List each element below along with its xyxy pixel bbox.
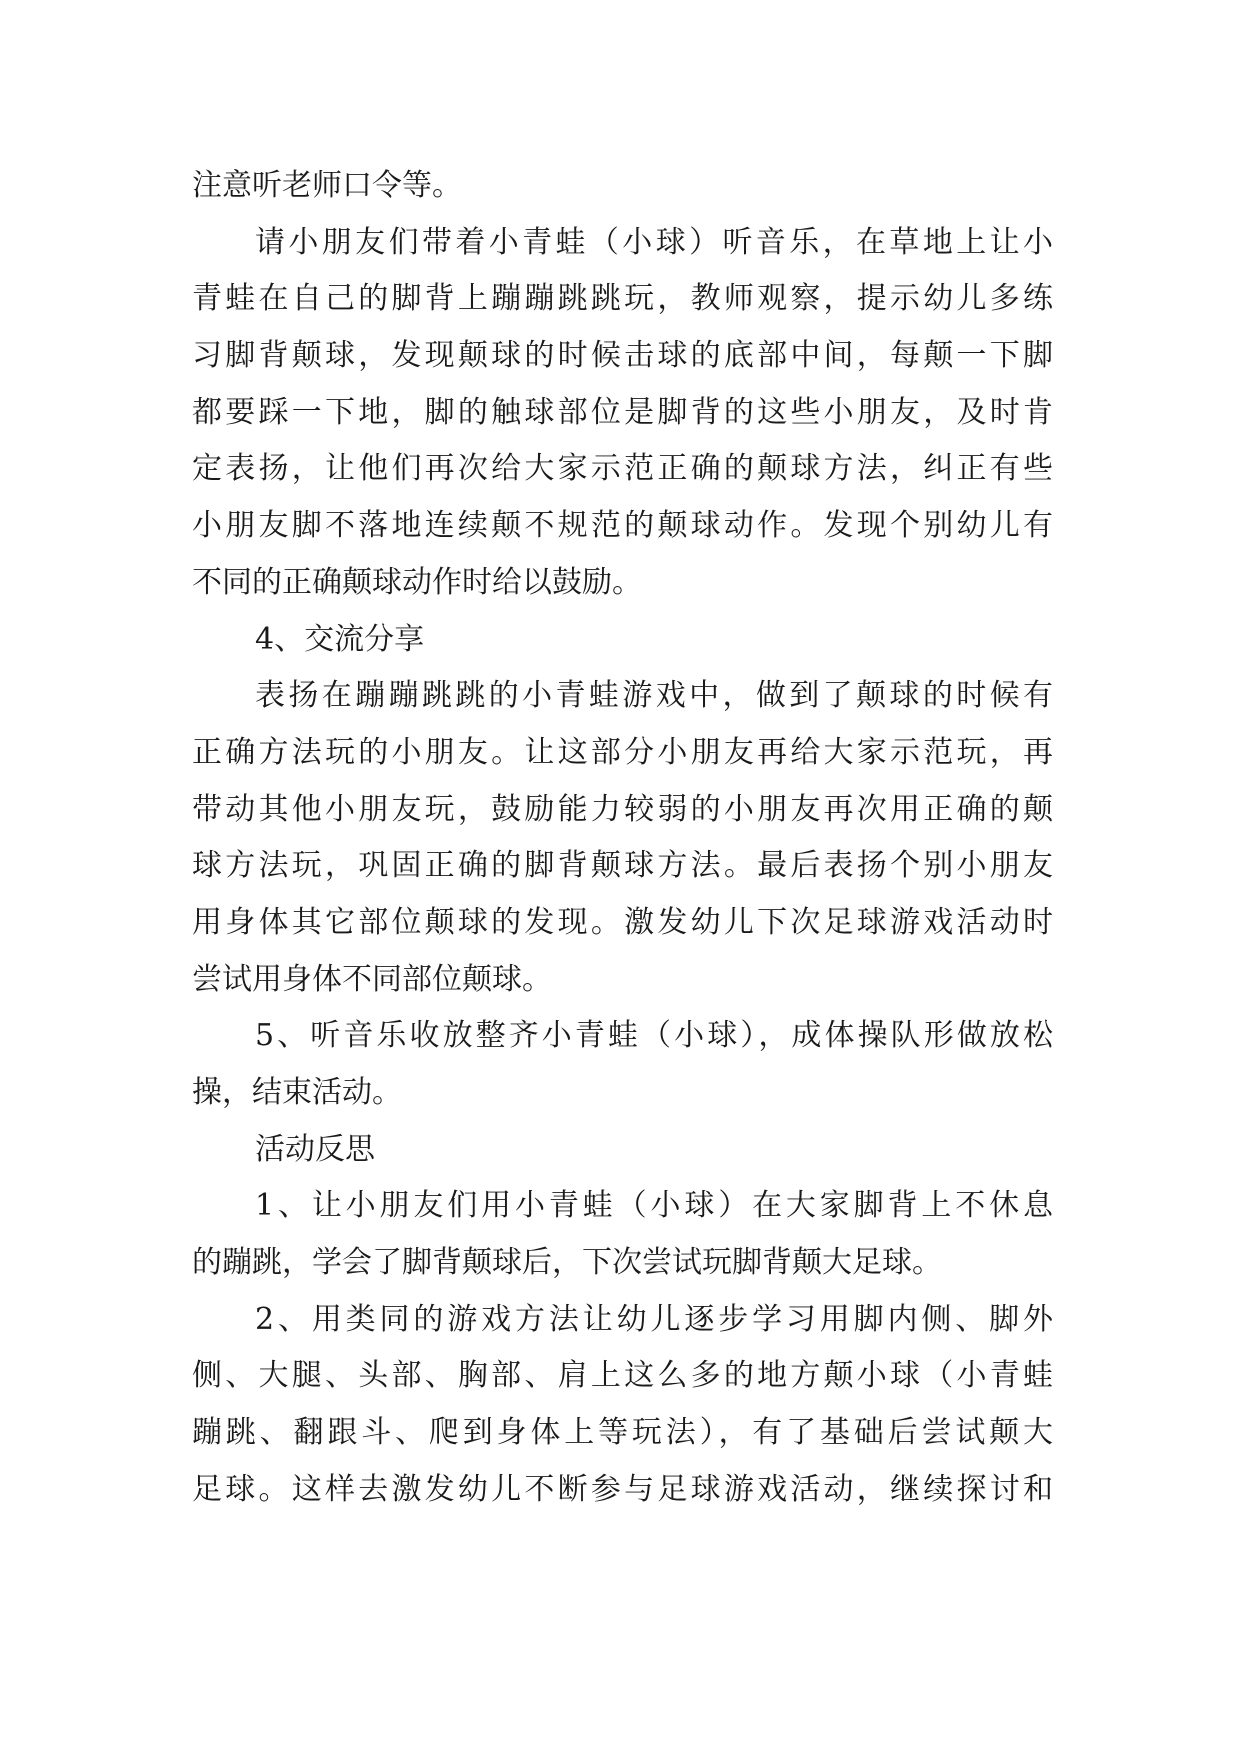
text-line: 侧、大腿、头部、胸部、肩上这么多的地方颠小球（小青蛙 — [192, 1358, 1053, 1394]
text-line: 球方法玩，巩固正确的脚背颠球方法。最后表扬个别小朋友 — [192, 848, 1053, 884]
text-line: 小朋友脚不落地连续颠不规范的颠球动作。发现个别幼儿有 — [192, 508, 1053, 544]
text-line: 都要踩一下地，脚的触球部位是脚背的这些小朋友，及时肯 — [192, 394, 1053, 430]
text-line: 不同的正确颠球动作时给以鼓励。 — [192, 564, 642, 600]
section-heading: 活动反思 — [255, 1131, 375, 1167]
paragraph-first-line: 2、用类同的游戏方法让幼儿逐步学习用脚内侧、脚外 — [255, 1301, 1053, 1337]
text-line: 习脚背颠球，发现颠球的时候击球的底部中间，每颠一下脚 — [192, 338, 1053, 374]
paragraph-first-line: 5、听音乐收放整齐小青蛙（小球），成体操队形做放松 — [255, 1018, 1053, 1054]
text-line: 带动其他小朋友玩，鼓励能力较弱的小朋友再次用正确的颠 — [192, 791, 1053, 827]
text-line: 定表扬，让他们再次给大家示范正确的颠球方法，纠正有些 — [192, 451, 1053, 487]
section-heading: 4、交流分享 — [255, 621, 425, 657]
text-line: 的蹦跳，学会了脚背颠球后，下次尝试玩脚背颠大足球。 — [192, 1245, 942, 1281]
text-line: 注意听老师口令等。 — [192, 168, 462, 203]
text-line: 蹦跳、翻跟斗、爬到身体上等玩法），有了基础后尝试颠大 — [192, 1415, 1053, 1451]
paragraph-first-line: 1、让小朋友们用小青蛙（小球）在大家脚背上不休息 — [255, 1188, 1053, 1224]
text-line: 青蛙在自己的脚背上蹦蹦跳跳玩，教师观察，提示幼儿多练 — [192, 281, 1053, 317]
text-line: 尝试用身体不同部位颠球。 — [192, 961, 552, 997]
text-line: 正确方法玩的小朋友。让这部分小朋友再给大家示范玩，再 — [192, 734, 1053, 770]
text-line: 用身体其它部位颠球的发现。激发幼儿下次足球游戏活动时 — [192, 904, 1053, 940]
text-line: 足球。这样去激发幼儿不断参与足球游戏活动，继续探讨和 — [192, 1471, 1053, 1507]
text-line: 操，结束活动。 — [192, 1075, 402, 1110]
paragraph-first-line: 表扬在蹦蹦跳跳的小青蛙游戏中，做到了颠球的时候有 — [255, 678, 1053, 714]
body-text — [192, 158, 1053, 1519]
paragraph-first-line: 请小朋友们带着小青蛙（小球）听音乐，在草地上让小 — [255, 224, 1053, 260]
